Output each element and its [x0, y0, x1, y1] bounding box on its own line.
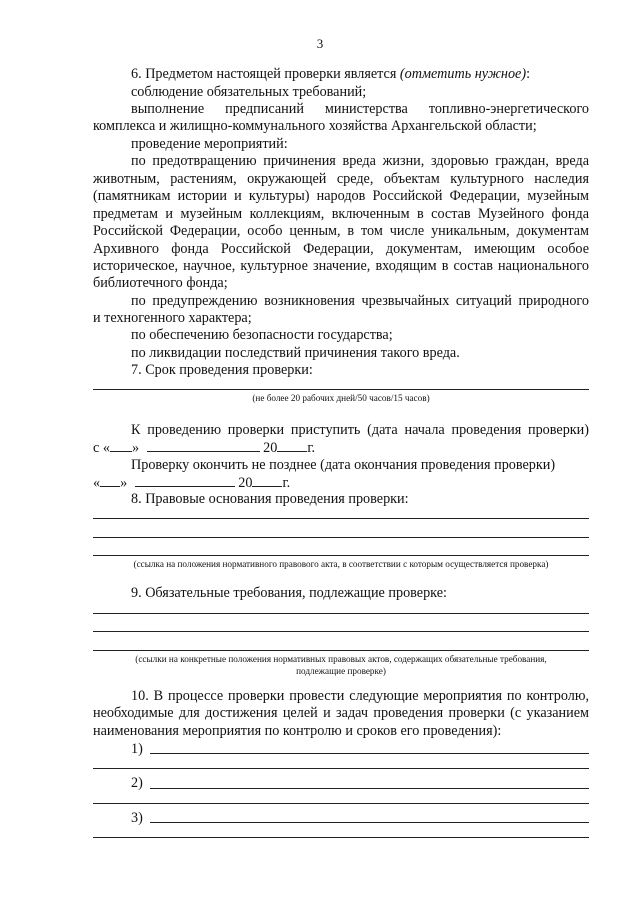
section-6-heading — [131, 66, 589, 83]
s6-line: Российской Федерации, особо ценным, в том числе уникальным, документам — [93, 223, 589, 239]
requirements-line[interactable] — [93, 631, 589, 632]
s6-line: по предотвращению причинения вреда жизни, здоровью граждан, вреда — [131, 153, 589, 169]
end-month-field[interactable] — [135, 474, 235, 487]
s6-line: по ликвидации последствий причинения такого вреда. — [131, 345, 460, 361]
start-year-prefix: 20 — [263, 440, 278, 456]
section-7-note: (не более 20 рабочих дней/50 часов/15 часов) — [252, 393, 430, 403]
end-year-field[interactable] — [252, 474, 282, 487]
s6-line: по обеспечению безопасности государства; — [131, 327, 393, 343]
requirements-line[interactable] — [93, 613, 589, 614]
s10-line: 10. В процессе проверки провести следующие мероприятия по контролю, — [131, 688, 589, 704]
start-year-field[interactable] — [277, 439, 307, 452]
legal-basis-line[interactable] — [93, 555, 589, 556]
end-date-quote: » — [120, 475, 128, 491]
section-9-note: (ссылки на конкретные положения нормативных правовых актов, содержащих обязательные требования, — [135, 654, 547, 664]
s6-line: историческое, научное, культурное значение, входящим в состав национального — [93, 258, 589, 274]
section-6-intro: 6. Предметом настоящей проверки является — [131, 66, 400, 82]
s6-line: библиотечного фонда; — [93, 275, 228, 291]
item-3-continuation-line[interactable] — [93, 837, 589, 838]
s6-line: животным, растениям, окружающей среде, объектам культурного наследия — [93, 171, 589, 187]
end-year-prefix: 20 — [238, 475, 253, 491]
section-9-note: подлежащие проверке) — [296, 666, 386, 676]
s10-line: необходимые для достижения целей и задач проведения проверки (с указанием — [93, 705, 589, 721]
end-year-suffix: г. — [282, 475, 291, 491]
s6-line: по предупреждению возникновения чрезвычайных ситуаций природного — [131, 293, 589, 309]
legal-basis-line[interactable] — [93, 518, 589, 519]
s6-line: соблюдение обязательных требований; — [131, 84, 367, 100]
item-1-continuation-line[interactable] — [93, 768, 589, 769]
end-day-field[interactable] — [100, 474, 120, 487]
section-6-colon: : — [526, 66, 531, 82]
page-number: 3 — [316, 36, 324, 51]
item-1-field[interactable] — [150, 753, 589, 754]
start-date-row — [93, 439, 589, 457]
item-1-label: 1) — [131, 741, 143, 757]
term-input-line[interactable] — [93, 389, 589, 390]
end-date-open-quote: « — [93, 475, 101, 491]
start-date-prefix: с « — [93, 440, 110, 456]
end-date-row — [93, 474, 589, 492]
s6-line: Архивного фонда Российской Федерации, документам, имеющим особое — [93, 241, 589, 257]
section-7-title: 7. Срок проведения проверки: — [131, 362, 313, 378]
start-day-field[interactable] — [110, 439, 132, 452]
s6-line: (памятникам истории и культуры) народов Российской Федерации, музейным — [93, 188, 589, 204]
section-9-title: 9. Обязательные требования, подлежащие проверке: — [131, 585, 447, 601]
section-8-title: 8. Правовые основания проведения проверки: — [131, 491, 409, 507]
item-2-field[interactable] — [150, 788, 589, 789]
s10-line: наименования мероприятия по контролю и сроков его проведения): — [93, 723, 502, 739]
item-2-label: 2) — [131, 775, 143, 791]
s6-line: и техногенного характера; — [93, 310, 252, 326]
start-year-suffix: г. — [307, 440, 316, 456]
s6-line: предметам и музейным коллекциям, включенным в состав Музейного фонда — [93, 206, 589, 222]
s6-line: выполнение предписаний министерства топливно-энергетического — [131, 101, 589, 117]
requirements-line[interactable] — [93, 650, 589, 651]
end-date-label: Проверку окончить не позднее (дата окончания проведения проверки) — [131, 457, 556, 473]
start-date-label: К проведению проверки приступить (дата начала проведения проверки) — [131, 422, 589, 438]
item-2-continuation-line[interactable] — [93, 803, 589, 804]
s6-line: проведение мероприятий: — [131, 136, 288, 152]
start-month-field[interactable] — [147, 439, 260, 452]
item-3-label: 3) — [131, 810, 143, 826]
item-3-field[interactable] — [150, 822, 589, 823]
section-6-italic-note: (отметить нужное) — [399, 66, 527, 82]
section-8-note: (ссылка на положения нормативного правового акта, в соответствии с которым осуществляется проверка) — [133, 559, 549, 569]
legal-basis-line[interactable] — [93, 537, 589, 538]
start-date-quote: » — [131, 440, 140, 456]
s6-line: комплекса и жилищно-коммунального хозяйства Архангельской области; — [93, 118, 537, 134]
